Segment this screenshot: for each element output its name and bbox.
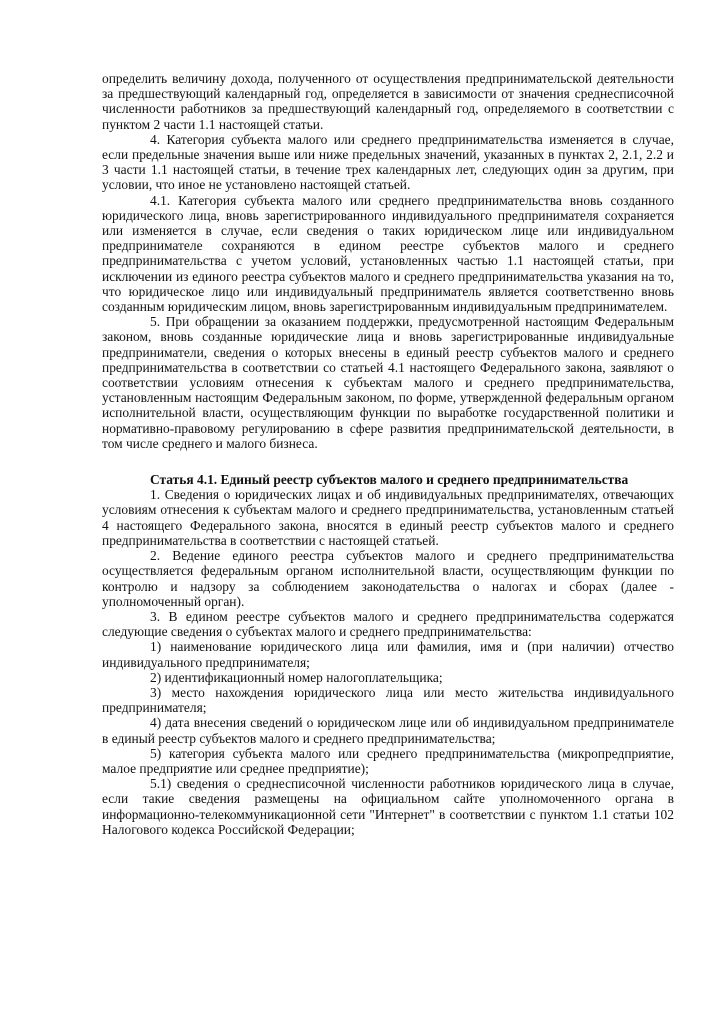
paragraph-2-registry-maintenance: 2. Ведение единого реестра субъектов малого и среднего предпринимательства осуществляется федеральным органом исполнительной власти, осуществляющим функции по контролю и надзору за соблюдением законодательства о налогах и сборах (далее - уполномоченный орган). (102, 548, 674, 609)
paragraph-income-definition: определить величину дохода, полученного от осуществления предпринимательской деятельности за предшествующий календарный год, определяется в зависимости от значения среднесписочной численности работников за предшествующий календарный год, определяемого в соответствии с пунктом 2 части 1.1 настоящей статьи. (102, 71, 674, 132)
list-item-5-1-headcount: 5.1) сведения о среднесписочной численности работников юридического лица в случае, если такие сведения размещены на официальном сайте уполномоченного органа в информационно-телекоммуникационной сети "Интернет" в соответствии с пунктом 1.1 статьи 102 Налогового кодекса Российской Федерации; (102, 776, 674, 837)
paragraph-4-1-new-entities: 4.1. Категория субъекта малого или среднего предпринимательства вновь созданного юридического лица, вновь зарегистрированного индивидуального предпринимателя сохраняется или изменяется в случае, если сведения о таких юридическом лице или индивидуальном предпринимателе сохраняются в едином реестре субъектов малого и среднего предпринимательства с учетом условий, установленных частью 1.1 настоящей статьи, при исключении из единого реестра субъектов малого и среднего предпринимательства указания на то, что юридическое лицо или индивидуальный предприниматель является соответственно вновь созданным юридическим лицом, вновь зарегистрированным индивидуальным предпринимателем. (102, 192, 674, 315)
paragraph-1-registry-info: 1. Сведения о юридических лицах и об индивидуальных предпринимателях, отвечающих условиям отнесения к субъектам малого и среднего предпринимательства, установленным статьей 4 настоящего Федерального закона, вносятся в единый реестр субъектов малого и среднего предпринимательства в соответствии с настоящей статьей. (102, 487, 674, 548)
list-item-2-inn: 2) идентификационный номер налогоплательщика; (150, 669, 443, 685)
list-item-5-category: 5) категория субъекта малого или среднего предпринимательства (микропредприятие, малое предприятие или среднее предприятие); (102, 745, 674, 776)
paragraph-5-support-request: 5. При обращении за оказанием поддержки, предусмотренной настоящим Федеральным законом, вновь созданные юридические лица и вновь зарегистрированные индивидуальные предприниматели, сведения о которых внесены в единый реестр субъектов малого и среднего предпринимательства в соответствии со статьей 4.1 настоящего Федерального закона, заявляют о соответствии условиям отнесения к субъектам малого и среднего предпринимательства, установленным настоящим Федеральным законом, по форме, утвержденной федеральным органом исполнительной власти, осуществляющим функции по выработке государственной политики и нормативно-правовому регулированию в сфере развития предпринимательской деятельности, в том числе среднего и малого бизнеса. (102, 314, 674, 451)
article-4-1-heading: Статья 4.1. Единый реестр субъектов малого и среднего предпринимательства (150, 472, 629, 488)
list-item-4-entry-date: 4) дата внесения сведений о юридическом лице или об индивидуальном предпринимателе в единый реестр субъектов малого и среднего предпринимательства; (102, 715, 674, 746)
list-item-3-location: 3) место нахождения юридического лица или место жительства индивидуального предпринимателя; (102, 684, 674, 716)
paragraph-4-category-change: 4. Категория субъекта малого или среднего предпринимательства изменяется в случае, если предельные значения выше или ниже предельных значений, указанных в пунктах 2, 2.1, 2.2 и 3 части 1.1 настоящей статьи, в течение трех календарных лет, следующих один за другим, при условии, что иное не установлено настоящей статьей. (102, 131, 674, 193)
paragraph-3-registry-contents: 3. В едином реестре субъектов малого и среднего предпринимательства содержатся следующие сведения о субъектах малого и среднего предпринимательства: (102, 608, 674, 640)
list-item-1-name: 1) наименование юридического лица или фамилия, имя и (при наличии) отчество индивидуального предпринимателя; (102, 639, 674, 670)
